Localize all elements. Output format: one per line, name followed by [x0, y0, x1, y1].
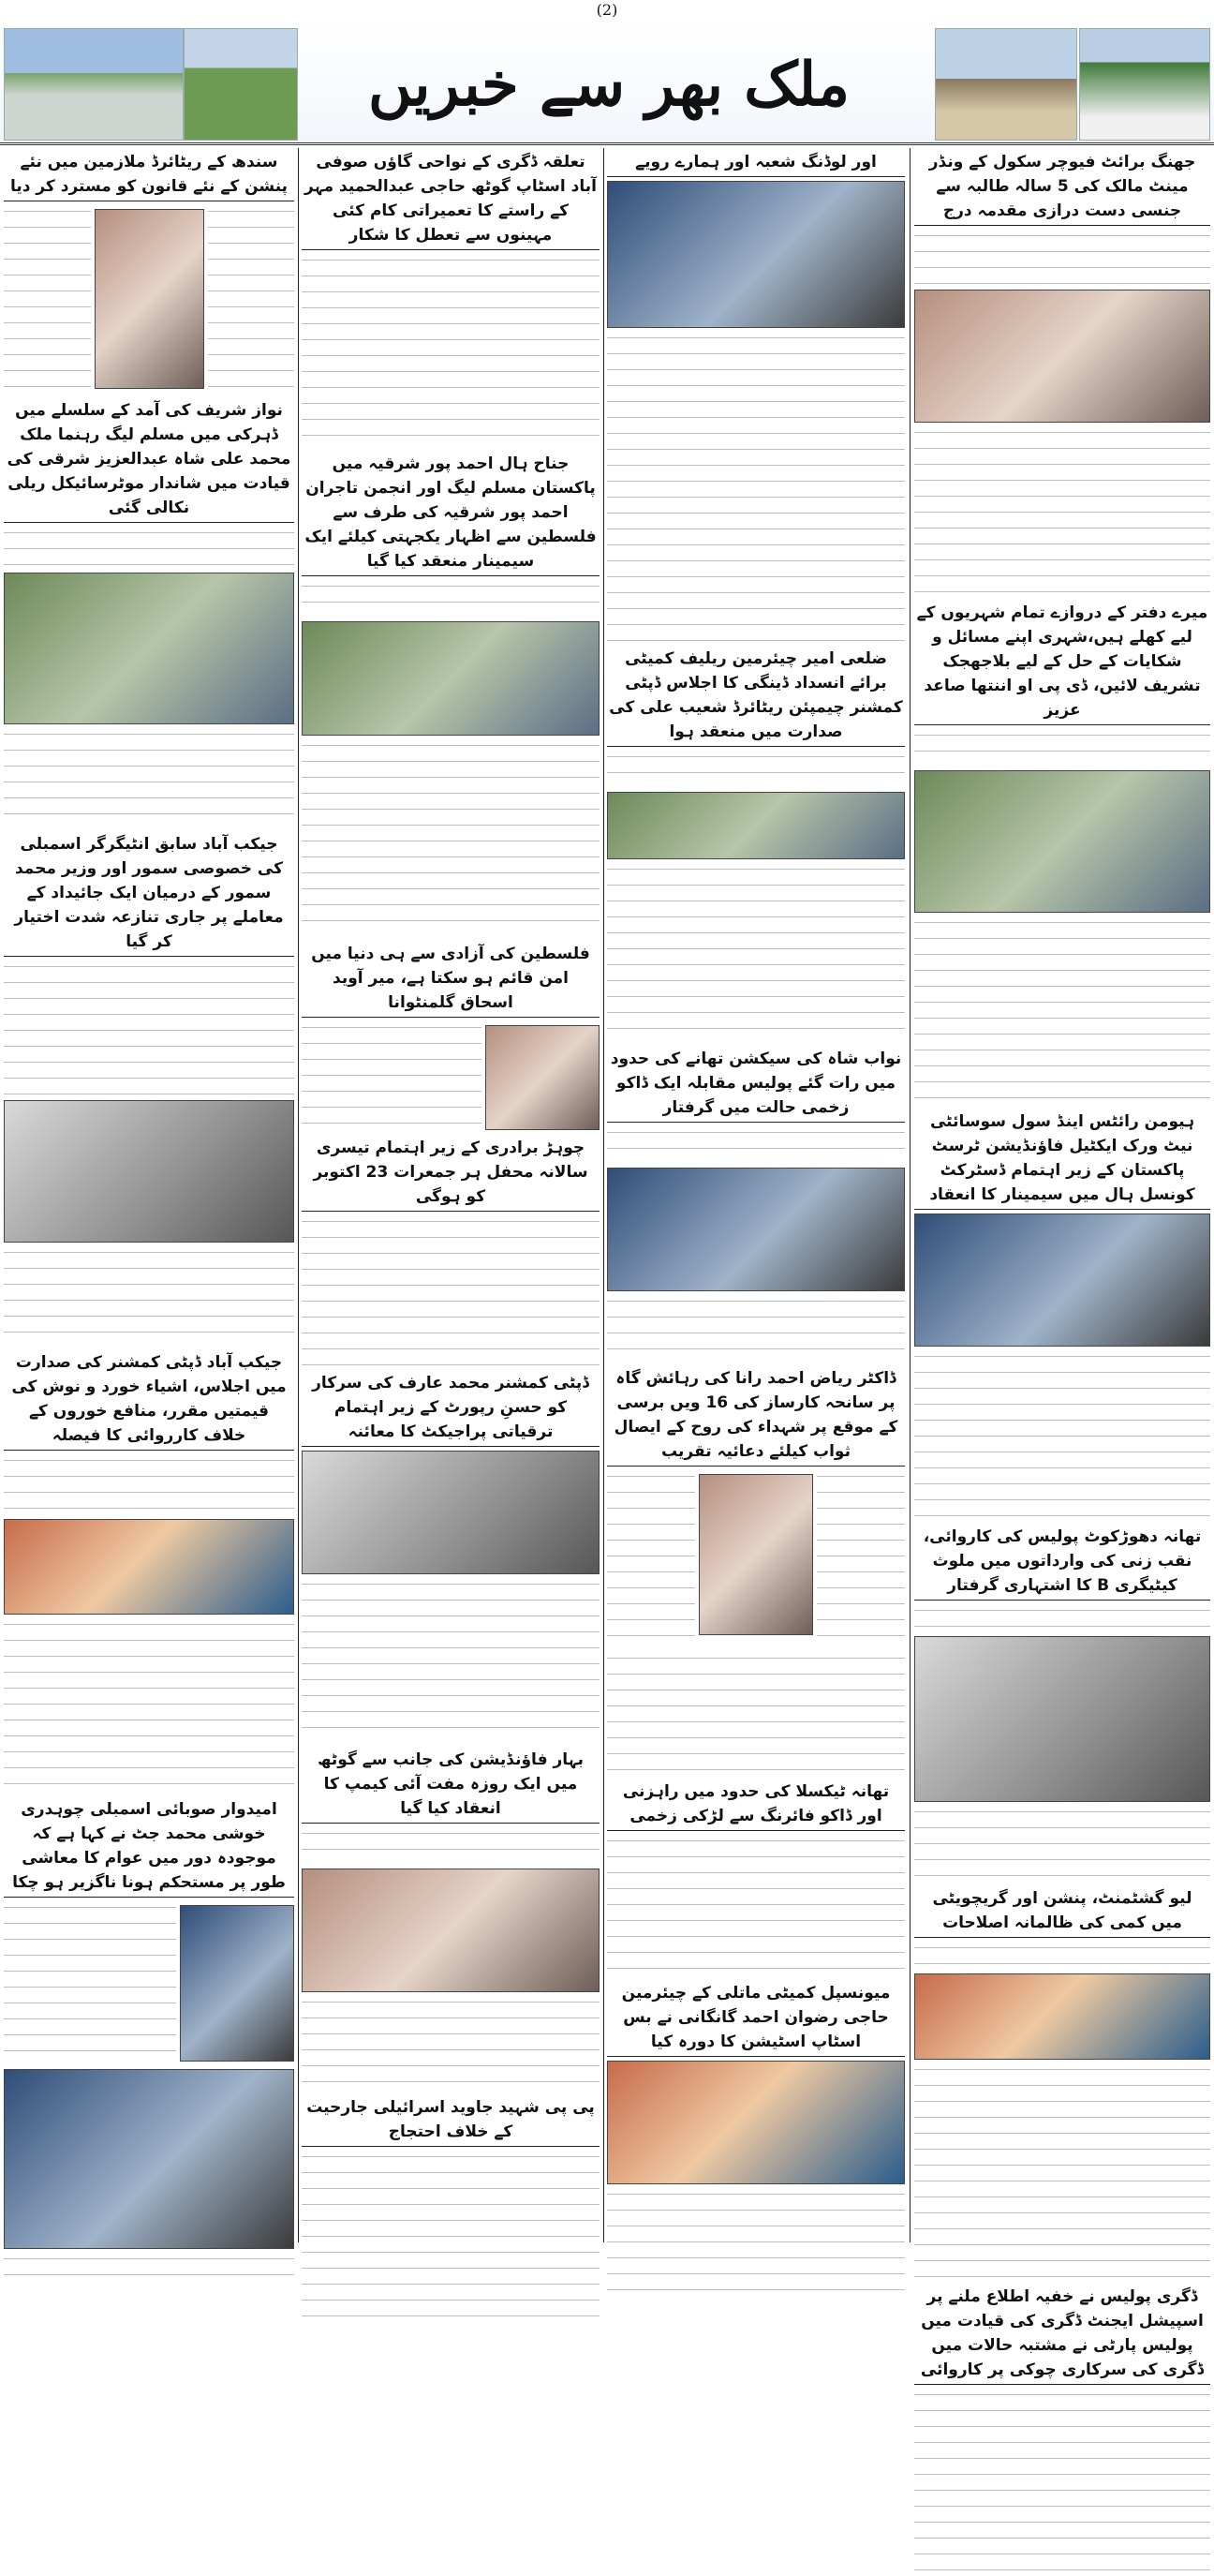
headline: جناح ہال احمد پور شرقیہ میں پاکستان مسلم لیگ اور انجمن تاجران احمد پور شرقیہ کی طرف سے فلسطین سے اظہار یکجہتی کیلئے ایک سیمینار منعقد کیا گیا: [302, 450, 600, 576]
article-text: [817, 1470, 905, 1648]
headline: اور لوڈنگ شعبہ اور ہمارے رویے: [607, 148, 905, 177]
article-text: [607, 1470, 695, 1648]
news-photo: [302, 621, 600, 736]
article-text: [607, 863, 905, 1041]
article-text: [607, 751, 905, 788]
news-photo: [914, 290, 1210, 423]
article-with-portrait: [302, 1021, 600, 1134]
article-text: [302, 2151, 600, 2319]
article-text: [4, 1901, 176, 2056]
article-text: [607, 1295, 905, 1361]
article-text: [914, 230, 1210, 286]
article-text: [914, 426, 1210, 595]
masthead-photo-gate: [935, 28, 1077, 141]
news-photo: [4, 573, 294, 724]
article-text: [4, 1246, 294, 1345]
article-text: [4, 1454, 294, 1515]
news-photo: [914, 770, 1210, 913]
column-divider: [603, 148, 604, 2242]
headline: بہار فاؤنڈیشن کی جانب سے گوٹھ میں ایک روزہ مفت آئی کیمپ کا انعقاد کیا گیا: [302, 1746, 600, 1824]
headline: تعلقہ ڈگری کے نواحی گاؤں صوفی آباد اسٹاپ گوٹھ حاجی عبدالحمید مہر کے راستے کا تعمیراتی کام کئی مہینوں سے تعطل کا شکار: [302, 148, 600, 250]
portrait-photo: [699, 1474, 813, 1635]
headline: جیکب آباد سابق انٹیگرگر اسمبلی کی خصوصی سمور اور وزیر محمد سمور کے درمیان ایک جائیداد کے معاملے پر جاری تنازعہ شدت اختیار کر گیا: [4, 830, 294, 957]
article-text: [914, 2389, 1210, 2576]
article-text: [302, 580, 600, 618]
news-photo: [914, 1636, 1210, 1802]
masthead-photo-stadium: [184, 28, 298, 141]
page-number: (2): [596, 1, 618, 19]
portrait-photo: [485, 1025, 600, 1130]
article-text: [914, 1942, 1210, 1970]
article-text: [302, 1578, 600, 1742]
article-text: [302, 1215, 600, 1365]
article-text: [914, 2063, 1210, 2279]
headline: لیو گشٹمنٹ، پنشن اور گریچویٹی میں کمی کی ظالمانہ اصلاحات: [914, 1884, 1210, 1938]
masthead-photo-building: [1079, 28, 1210, 141]
news-photo: [302, 1451, 600, 1574]
column-3: [302, 148, 600, 2242]
article-text: [4, 205, 91, 393]
news-photo: [4, 2069, 294, 2249]
headline: تھانہ ٹیکسلا کی حدود میں راہزنی اور ڈاکو فائرنگ سے لڑکی زخمی: [607, 1778, 905, 1831]
masthead: [0, 21, 1214, 145]
masthead-title: ملک بھر سے خبریں: [367, 50, 851, 120]
article-text: [302, 739, 600, 936]
article-text: [607, 1835, 905, 1975]
column-2: [607, 148, 905, 2242]
news-photo: [914, 1973, 1210, 2060]
headline: نواب شاہ کی سیکشن تھانے کی حدود میں رات گئے پولیس مقابلہ ایک ڈاکو زخمی حالت میں گرفتار: [607, 1045, 905, 1123]
headline: امیدوار صوبائی اسمبلی چوہدری خوشی محمد جٹ نے کہا ہے کہ موجودہ دور میں عوام کا معاشی طور پر مستحکم ہونا ناگزیر ہو چکا: [4, 1795, 294, 1898]
masthead-photo-monument: [4, 28, 184, 141]
news-photo: [4, 1519, 294, 1615]
article-text: [914, 1350, 1210, 1519]
news-photo: [4, 1100, 294, 1243]
headline: فلسطین کی آزادی سے ہی دنیا میں امن قائم ہو سکتا ہے، میر آوید اسحاق گلمنٹوانا: [302, 940, 600, 1018]
article-text: [607, 332, 905, 641]
news-photo: [914, 1214, 1210, 1347]
article-with-portrait: [4, 205, 294, 396]
article-text: [607, 1126, 905, 1164]
article-text: [302, 1827, 600, 1865]
article-text: [4, 2253, 294, 2290]
headline: پی پی شہید جاوید اسرائیلی جارحیت کے خلاف احتجاج: [302, 2093, 600, 2147]
article-with-portrait: [4, 1901, 294, 2065]
article-text: [4, 1618, 294, 1792]
article-text: [4, 527, 294, 569]
article-text: [302, 1021, 481, 1124]
column-divider: [298, 148, 299, 2242]
article-text: [208, 205, 295, 393]
article-text: [302, 254, 600, 446]
headline: تھانہ دھوڑکوٹ پولیس کی کاروائی، نقب زنی کی وارداتوں میں ملوث کیٹیگری B کا اشتہاری گرفتار: [914, 1523, 1210, 1601]
headline: جھنگ برائٹ فیوچر سکول کے ونڈر مینٹ مالک کی 5 سالہ طالبہ سے جنسی دست درازی مقدمہ درج: [914, 148, 1210, 226]
article-text: [914, 916, 1210, 1104]
news-photo: [607, 792, 905, 859]
article-text: [914, 1806, 1210, 1881]
article-text: [914, 729, 1210, 767]
article-with-portrait: [607, 1470, 905, 1652]
portrait-photo: [180, 1905, 294, 2062]
headline: چوہڑ برادری کے زیر اہتمام تیسری سالانہ محفل ہر جمعرات 23 اکتوبر کو ہوگی: [302, 1134, 600, 1212]
article-text: [607, 1652, 905, 1774]
headline: ڈاکٹر ریاض احمد رانا کی رہائش گاہ پر سانحہ کارساز کی 16 ویں برسی کے موقع پر شہداء کی روح کے ایصال ثواب کیلئے دعائیہ تقریب: [607, 1364, 905, 1467]
headline: نواز شریف کی آمد کے سلسلے میں ڈہرکی میں مسلم لیگ رہنما ملک محمد علی شاہ عبدالعزیز شرقی کی قیادت میں شاندار موٹرسائیکل ریلی نکالی گئی: [4, 396, 294, 523]
headline: ہیومن رائٹس اینڈ سول سوسائٹی نیٹ ورک ایکٹیل فاؤنڈیشن ٹرسٹ پاکستان کے زیر اہتمام ڈسٹرکٹ کونسل ہال میں سیمینار کا انعقاد: [914, 1108, 1210, 1210]
column-4: [4, 148, 294, 2242]
portrait-photo: [95, 209, 204, 389]
headline: سندھ کے ریٹائرڈ ملازمین میں نئے پنشن کے نئے قانون کو مسترد کر دیا: [4, 148, 294, 201]
headline: ڈپٹی کمشنر محمد عارف کی سرکار کو حسنِ رپورٹ کے زیر اہتمام ترقیاتی پراجیکٹ کا معائنہ: [302, 1369, 600, 1447]
news-photo: [302, 1869, 600, 1992]
headline: ڈگری پولیس نے خفیہ اطلاع ملنے پر اسپیشل ایجنٹ ڈگری کی قیادت میں پولیس پارٹی نے مشتبہ حالات میں ڈگری کی سرکاری چوکی پر کاروائی: [914, 2283, 1210, 2385]
headline: میرے دفتر کے دروازے تمام شہریوں کے لیے کھلے ہیں،شہری اپنے مسائل و شکایات کے حل کے لیے بلاجھجک تشریف لائیں، ڈی پی او اننتھا صاعد عزیز: [914, 599, 1210, 725]
article-text: [4, 960, 294, 1096]
article-text: [4, 728, 294, 826]
article-text: [914, 1604, 1210, 1632]
news-photo: [607, 181, 905, 328]
headline: ضلعی امیر چیئرمین ریلیف کمیٹی برائے انسداد ڈینگی کا اجلاس ڈپٹی کمشنر چیمپئن ریٹائرڈ شعیب علی کی صدارت میں منعقد ہوا: [607, 645, 905, 747]
article-text: [607, 2188, 905, 2301]
headline: جیکب آباد ڈپٹی کمشنر کی صدارت میں اجلاس، اشیاء خورد و نوش کی قیمتیں مقرر، منافع خوروں کے خلاف کارروائی کا فیصلہ: [4, 1348, 294, 1451]
article-text: [302, 1996, 600, 2090]
news-photo: [607, 2061, 905, 2184]
news-photo: [607, 1168, 905, 1291]
column-1: [914, 148, 1210, 2379]
headline: میونسپل کمیٹی ماتلی کے چیئرمین حاجی رضوان احمد گانگانی نے بس اسٹاپ اسٹیشن کا دورہ کیا: [607, 1979, 905, 2057]
